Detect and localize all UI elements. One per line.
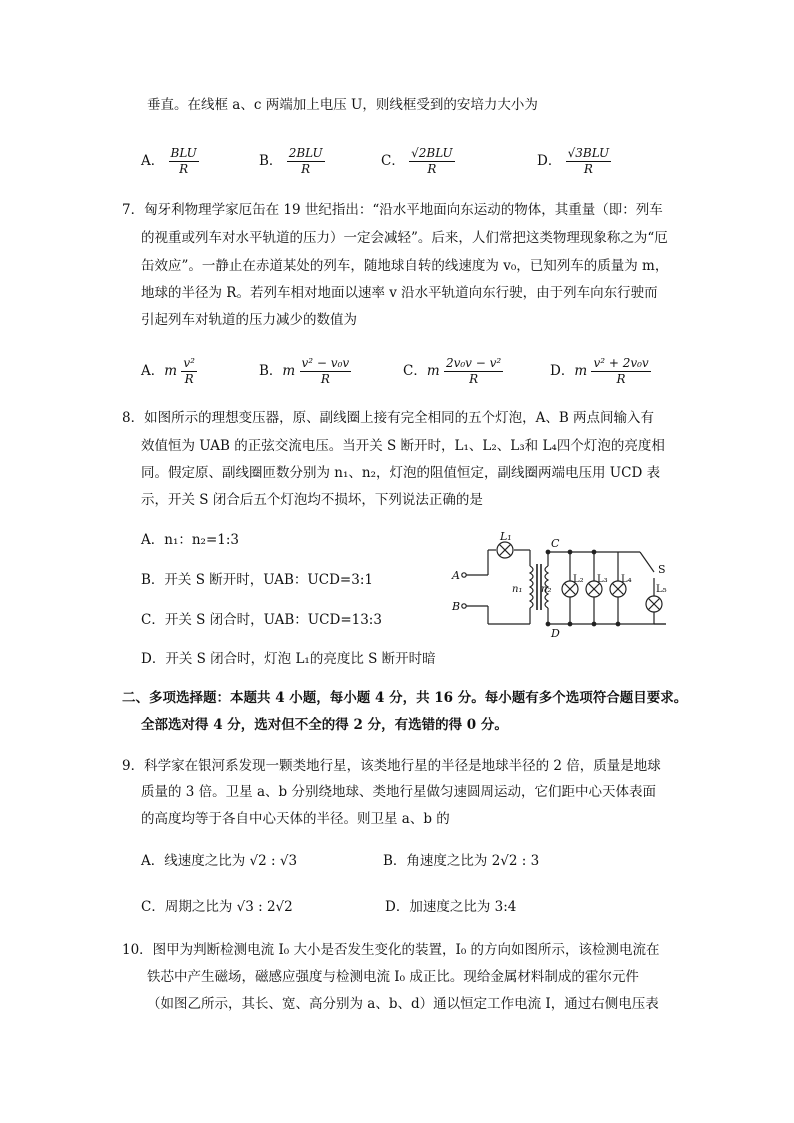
- label-d: D: [551, 627, 560, 640]
- label-s: S: [658, 563, 666, 576]
- q8-line: 效值恒为 UAB 的正弦交流电压。当开关 S 断开时，L₁、L₂、L₃和 L₄四个灯泡的亮度相: [141, 438, 665, 454]
- label-l5: L₅: [656, 584, 667, 595]
- q10-line: 10．图甲为判断检测电流 I₀ 大小是否发生变化的装置，I₀ 的方向如图所示，该检测电流在: [122, 942, 660, 958]
- label-b: B: [452, 600, 461, 613]
- label-l1: L₁: [500, 530, 512, 543]
- label-l3: L₃: [597, 574, 608, 585]
- transformer-circuit-diagram: [448, 530, 678, 640]
- label-n1: n₁: [512, 584, 523, 595]
- q7-line: 缶效应”。一静止在赤道某处的列车，随地球自转的线速度为 v₀，已知列车的质量为 m，: [141, 258, 669, 274]
- lamp-l1-icon: [497, 542, 513, 558]
- q9-line: 9．科学家在银河系发现一颗类地行星，该类地行星的半径是地球半径的 2 倍，质量是地球: [122, 758, 661, 774]
- q8-line: 同。假定原、副线圈匝数分别为 n₁、n₂，灯泡的阻值恒定，副线圈两端电压用 UCD 表: [141, 465, 661, 481]
- q6-option-b: B． $\frac{\text{2BLU}}{R}$: [259, 146, 323, 176]
- q7-line: 地球的半径为 R。若列车相对地面以速率 v 沿水平轨道向东行驶，由于列车向东行驶而: [141, 285, 658, 301]
- label-l4: L₄: [621, 574, 632, 585]
- q6-option-c: C． $\frac{\text{√2BLU}}{R}$: [381, 146, 453, 176]
- q7-option-c: C．m $\frac{\text{2v₀v − v²}}{R}$: [403, 356, 502, 386]
- q9-option-b: B．角速度之比为 2√2 : 3: [383, 853, 540, 869]
- q7-option-a: A．m $\frac{\text{v²}}{R}$: [141, 356, 195, 386]
- q9-line: 质量的 3 倍。卫星 a、b 分别绕地球、类地行星做匀速圆周运动，它们距中心天体表面: [141, 784, 656, 800]
- q8-option-b: B．开关 S 断开时，UAB：UCD=3:1: [141, 572, 373, 588]
- label-l2: L₂: [573, 574, 584, 585]
- label-c: C: [551, 537, 560, 550]
- q8-option-d: D．开关 S 闭合时，灯泡 L₁的亮度比 S 断开时暗: [141, 651, 436, 667]
- q9-line: 的高度均等于各自中心天体的半径。则卫星 a、b 的: [141, 811, 450, 827]
- q8-line: 示，开关 S 闭合后五个灯泡均不损坏，下列说法正确的是: [141, 492, 483, 508]
- q8-option-a: A．n₁：n₂=1:3: [141, 532, 240, 548]
- section-2-line: 全部选对得 4 分，选对但不全的得 2 分，有选错的得 0 分。: [141, 717, 508, 733]
- q7-line: 引起列车对轨道的压力减少的数值为: [141, 312, 357, 328]
- q7-option-b: B．m $\frac{\text{v² − v₀v}}{R}$: [259, 356, 350, 386]
- q10-line: 铁芯中产生磁场，磁感应强度与检测电流 I₀ 成正比。现给金属材料制成的霍尔元件: [147, 969, 639, 985]
- q6-option-d: D． $\frac{\text{√3BLU}}{R}$: [537, 146, 610, 176]
- q7-line: 7．匈牙利物理学家厄缶在 19 世纪指出：“沿水平地面向东运动的物体，其重量（即：列车: [122, 202, 663, 218]
- lamp-l5-icon: [646, 596, 662, 612]
- q9-option-a: A．线速度之比为 √2 : √3: [141, 853, 298, 869]
- label-a: A: [452, 569, 460, 582]
- q10-line: （如图乙所示，其长、宽、高分别为 a、b、d）通以恒定工作电流 I，通过右侧电压表: [147, 996, 659, 1012]
- q8-option-c: C．开关 S 闭合时，UAB：UCD=13:3: [141, 612, 382, 628]
- section-2-line: 二、多项选择题：本题共 4 小题，每小题 4 分，共 16 分。每小题有多个选项符合题目要求。: [122, 690, 688, 706]
- q7-line: 的视重或列车对水平轨道的压力）一定会减轻”。后来，人们常把这类物理现象称之为“厄: [141, 230, 668, 246]
- intro-line: 垂直。在线框 a、c 两端加上电压 U，则线框受到的安培力大小为: [147, 97, 538, 113]
- q9-option-c: C．周期之比为 √3 : 2√2: [141, 899, 293, 915]
- q7-option-d: D．m $\frac{\text{v² + 2v₀v}}{R}$: [550, 356, 649, 386]
- q8-line: 8．如图所示的理想变压器，原、副线圈上接有完全相同的五个灯泡，A、B 两点间输入有: [122, 410, 655, 426]
- label-n2: n₂: [541, 584, 552, 595]
- q9-option-d: D．加速度之比为 3:4: [385, 899, 517, 915]
- q6-option-a: A． $\frac{\text{BLU}}{R}$: [141, 146, 197, 176]
